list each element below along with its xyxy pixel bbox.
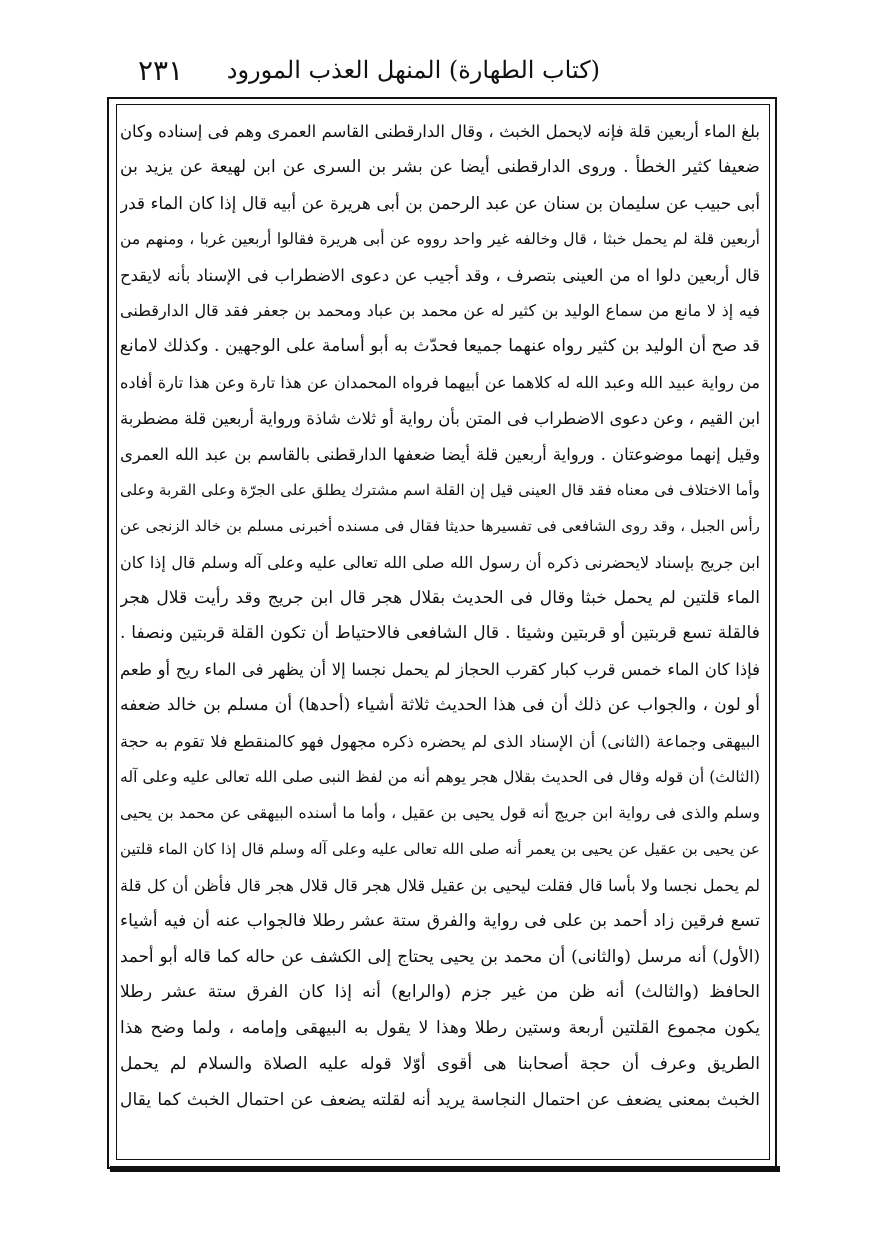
text-line: بلغ الماء أربعين قلة فإنه لايحمل الخبث ، وقال الدارقطنى القاسم العمرى وهم فى إسناده وكان — [120, 122, 760, 141]
text-line: من رواية عبيد الله وعبد الله له كلاهما عن أبيهما فرواه المحمدان عن هذا تارة وعن هذا تارة أفاده — [120, 373, 760, 393]
text-line: فالقلة تسع قربتين أو قربتين وشيئا . قال الشافعى فالاحتياط أن تكون القلة قربتين ونصفا . — [120, 623, 760, 644]
text-line: قد صح أن الوليد بن كثير رواه عنهما جميعا فحدّث به أبو أسامة على الوجهين . وكذلك لامانع — [120, 336, 760, 357]
text-line: أربعين قلة لم يحمل خبثا ، قال وخالفه غير واحد رووه عن أبى هريرة فقالوا أربعين غربا ، ومنهم من — [120, 229, 760, 248]
text-line: رأس الجبل ، وقد روى الشافعى فى تفسيرها حديثا فقال فى مسنده أخبرنى مسلم بن خالد الزنجى عن — [120, 516, 760, 535]
text-line: ابن القيم ، وعن دعوى الاضطراب فى المتن بأن رواية أو ثلاث شاذة ورواية أربعين قلة مضطربة — [120, 409, 760, 429]
running-title: (كتاب الطهارة) المنهل العذب المورود — [226, 56, 600, 84]
text-line: تسع فرقين زاد أحمد بن على فى رواية والفرق ستة عشر رطلا فالجواب عنه أن فيه أشياء — [120, 910, 760, 931]
text-line: قال أربعين دلوا اه من العينى بتصرف ، وقد أجيب عن دعوى الاضطراب فى الإسناد بأنه لايقدح — [120, 265, 760, 285]
text-line: ابن جريج بإسناد لايحضرنى ذكره أن رسول الله صلى الله تعالى عليه وعلى آله وسلم قال إذا كان — [120, 552, 760, 572]
text-line: الخبث بمعنى يضعف عن احتمال النجاسة يريد أنه لقلته يضعف عن احتمال الخبث كما يقال — [120, 1090, 760, 1111]
text-line: وسلم والذى فى رواية ابن جريج أنه قول يحيى بن عقيل ، وأما ما أسنده البيهقى عن محمد بن يحيى — [120, 803, 760, 822]
text-line: وقيل إنهما موضوعتان . ورواية أربعين قلة أيضا ضعفها الدارقطنى بالقاسم بن عبد الله العمرى — [120, 445, 760, 465]
text-line: (الثالث) أن قوله وقال فى الحديث بقلال هجر يوهم أنه من لفظ النبى صلى الله تعالى عليه وعلى آله — [120, 768, 760, 787]
page-number: ٢٣١ — [138, 54, 184, 87]
text-line: لم يحمل نجسا ولا بأسا قال فقلت ليحيى بن عقيل قلال هجر قال قلال هجر قال فأظن أن كل قلة — [120, 875, 760, 895]
text-line: يكون مجموع القلتين أربعة وستين رطلا وهذا لا يقول به البيهقى وإمامه ، ولما وضح هذا — [120, 1018, 760, 1039]
text-line: الماء قلتين لم يحمل خبثا وقال فى الحديث بقلال هجر قال ابن جريج وقد رأيت قلال هجر — [120, 587, 760, 608]
text-line: أبى حبيب عن سليمان بن سنان عن عبد الرحمن بن أبى هريرة عن أبيه قال إذا كان الماء قدر — [120, 192, 760, 213]
text-line: فإذا كان الماء خمس قرب كبار كقرب الحجاز لم يحمل نجسا إلا أن يظهر فى الماء ريح أو طعم — [120, 660, 760, 680]
body-text — [120, 114, 760, 1119]
text-line: البيهقى وجماعة (الثانى) أن الإسناد الذى لم يحضره ذكره مجهول فهو كالمنقطع فلا تقوم به حجة — [120, 732, 760, 752]
page-header — [100, 52, 790, 92]
text-line: الحافظ (والثالث) أنه ظن من غير جزم (والرابع) أنه إذا كان الفرق ستة عشر رطلا — [120, 982, 760, 1003]
text-line: فيه إذ لا مانع من سماع الوليد بن كثير له عن محمد بن عباد ومحمد بن جعفر فقد قال الدارقطنى — [120, 301, 760, 321]
text-line: أو لون ، والجواب عن ذلك أن فى هذا الحديث ثلاثة أشياء (أحدها) أن مسلم بن خالد ضعفه — [120, 695, 760, 716]
text-line: وأما الاختلاف فى معناه فقد قال العينى قيل إن القلة اسم مشترك يطلق على الجرّة وعلى القربة وعلى — [120, 480, 760, 499]
text-line: الطريق وعرف أن حجة أصحابنا هى أقوى أوّلا قوله عليه الصلاة والسلام لم يحمل — [120, 1054, 760, 1075]
text-line: ضعيفا كثير الخطأ . وروى الدارقطنى أيضا عن بشر بن السرى عن ابن لهيعة عن يزيد بن — [120, 156, 760, 177]
text-line: (الأول) أنه مرسل (والثانى) أن محمد بن يحيى يحتاج إلى الكشف عن حاله كما قاله أبو أحمد — [120, 946, 760, 967]
text-line: عن يحيى بن عقيل عن يحيى بن يعمر أنه صلى الله تعالى عليه وعلى آله وسلم قال إذا كان الماء قلتين — [120, 839, 760, 858]
